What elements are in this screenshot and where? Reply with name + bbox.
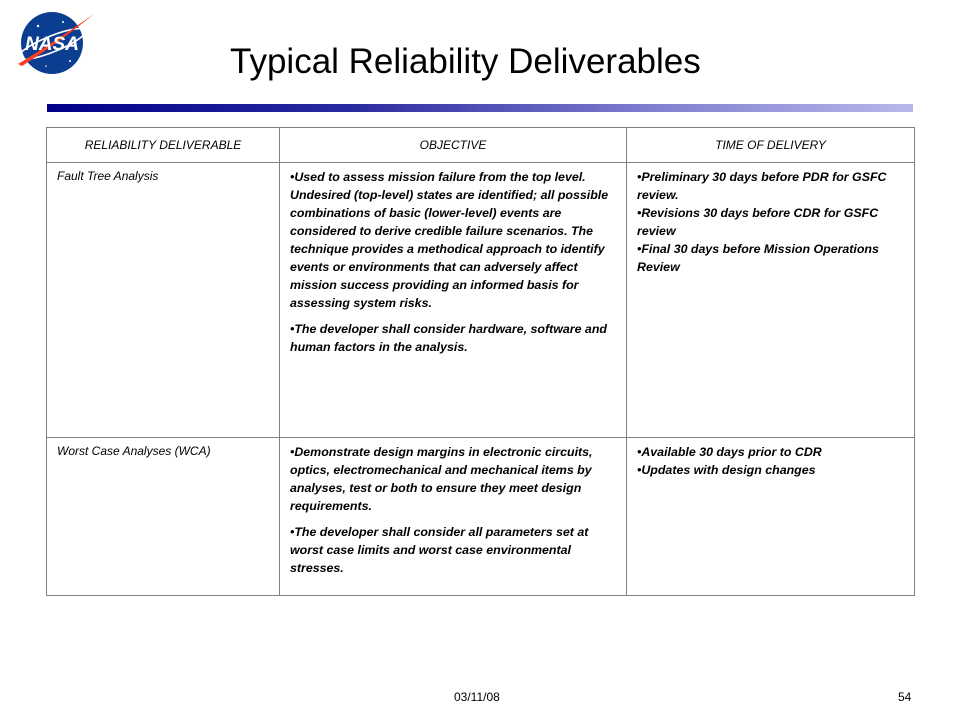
objective-bullet: •The developer shall consider all parameters set at worst case limits and worst case environmental stresses.	[290, 525, 589, 575]
objective-cell	[280, 438, 627, 596]
objective-cell	[280, 163, 627, 438]
slide-title: Typical Reliability Deliverables	[230, 42, 701, 81]
delivery-cell	[627, 163, 915, 438]
delivery-bullet: •Final 30 days before Mission Operations Review	[637, 242, 879, 274]
delivery-bullet: •Preliminary 30 days before PDR for GSFC review.	[637, 170, 887, 202]
objective-bullet: •The developer shall consider hardware, software and human factors in the analysis.	[290, 322, 607, 354]
header-row	[47, 128, 915, 163]
table-row	[47, 163, 915, 438]
title-underline-bar	[47, 104, 913, 112]
delivery-bullet: •Available 30 days prior to CDR	[637, 445, 822, 459]
delivery-bullet: •Revisions 30 days before CDR for GSFC review	[637, 206, 879, 238]
header-deliverable: RELIABILITY DELIVERABLE	[47, 128, 280, 163]
logo-text: NASA	[25, 34, 79, 55]
deliverables-table	[46, 127, 915, 596]
delivery-cell	[627, 438, 915, 596]
footer-date: 03/11/08	[454, 690, 500, 704]
page-number: 54	[898, 690, 912, 704]
table-row	[47, 438, 915, 596]
nasa-logo	[8, 6, 98, 76]
objective-bullet: •Demonstrate design margins in electronic circuits, optics, electromechanical and mechanical items by analyses, test or both to ensure they meet design requirements.	[290, 445, 593, 513]
objective-bullet: •Used to assess mission failure from the top level. Undesired (top-level) states are identified; all possible combinations of basic (lower-level) events are considered to derive credible failure scenarios. The technique provides a methodical approach to identify events or environments that can adversely affect mission success providing an informed basis for assessing system risks.	[290, 170, 609, 310]
header-delivery: TIME OF DELIVERY	[627, 128, 915, 163]
delivery-bullet: •Updates with design changes	[637, 463, 816, 477]
deliverable-cell: Fault Tree Analysis	[47, 163, 280, 438]
header-objective: OBJECTIVE	[280, 128, 627, 163]
deliverable-cell: Worst Case Analyses (WCA)	[47, 438, 280, 596]
